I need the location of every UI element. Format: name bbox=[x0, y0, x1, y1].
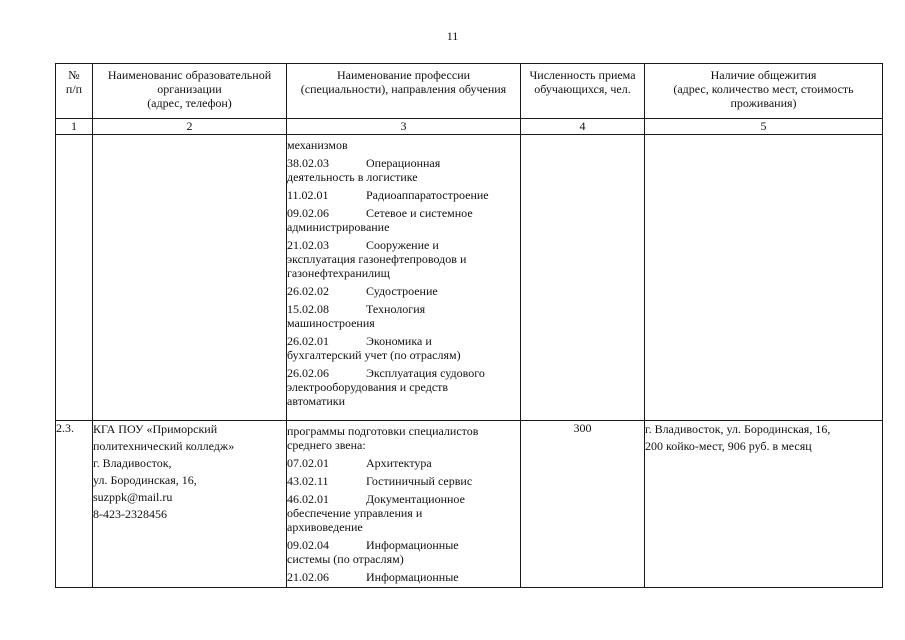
specialty-line bbox=[287, 366, 520, 380]
specialty-name: Гостиничный сервис bbox=[366, 474, 473, 488]
column-number: 5 bbox=[645, 119, 883, 135]
specialty-entry bbox=[287, 456, 520, 470]
specialty-entry bbox=[287, 206, 520, 234]
specialty-line bbox=[287, 474, 520, 488]
row-number: 2.3. bbox=[56, 421, 93, 588]
header-text-line: организации bbox=[157, 82, 222, 96]
program-intro-line: программы подготовки специалистов bbox=[287, 424, 479, 438]
header-number bbox=[56, 64, 93, 119]
specialty-name-continued: электрооборудования и средств bbox=[287, 380, 449, 394]
specialty-entry bbox=[287, 570, 520, 584]
admissions-table bbox=[55, 63, 883, 588]
specialty-line bbox=[287, 188, 520, 202]
specialty-code: 21.02.06 bbox=[287, 570, 329, 584]
specialty-code: 26.02.06 bbox=[287, 366, 329, 380]
header-text-line: Численность приема bbox=[529, 68, 636, 82]
header-text-line: (специальности), направления обучения bbox=[300, 82, 507, 96]
specialty-code: 43.02.11 bbox=[287, 474, 329, 488]
specialty-name-continued: деятельность в логистике bbox=[287, 170, 418, 184]
specialty-name-continued: системы (по отраслям) bbox=[287, 552, 404, 566]
specialty-entry bbox=[287, 302, 520, 330]
specialty-code: 46.02.01 bbox=[287, 492, 329, 506]
empty-cell bbox=[645, 135, 883, 421]
specialty-name-continued: архивоведение bbox=[287, 520, 363, 534]
specialty-entry bbox=[287, 284, 520, 298]
column-number-row bbox=[56, 119, 883, 135]
dormitory-line: г. Владивосток, ул. Бородинская, 16, bbox=[645, 422, 831, 436]
specialty-code: 11.02.01 bbox=[287, 188, 329, 202]
program-intro-line: среднего звена: bbox=[287, 438, 366, 452]
specialty-line bbox=[287, 206, 520, 220]
specialty-code: 21.02.03 bbox=[287, 238, 329, 252]
specialty-line bbox=[287, 538, 520, 552]
dormitory-cell bbox=[645, 421, 883, 588]
header-dormitory bbox=[645, 64, 883, 119]
specialty-line bbox=[287, 570, 520, 584]
specialty-entry bbox=[287, 474, 520, 488]
organization-cell bbox=[93, 421, 287, 588]
specialty-entry bbox=[287, 156, 520, 184]
column-number: 4 bbox=[521, 119, 645, 135]
specialty-name-continued: газонефтехранилищ bbox=[287, 266, 390, 280]
organization-line: г. Владивосток, bbox=[93, 456, 172, 470]
specialty-name-continued: автоматики bbox=[287, 394, 345, 408]
specialty-name: Архитектура bbox=[366, 456, 432, 470]
specialty-name-continued: обеспечение управления и bbox=[287, 506, 423, 520]
organization-line: КГА ПОУ «Приморский bbox=[93, 422, 218, 436]
table-row bbox=[56, 421, 883, 588]
specialty-name: Сетевое и системное bbox=[366, 206, 473, 220]
specialty-name-continued: машиностроения bbox=[287, 316, 375, 330]
specialty-line bbox=[287, 284, 520, 298]
specialty-name: Информационные bbox=[366, 538, 459, 552]
header-text-line: проживания) bbox=[730, 96, 797, 110]
organization-email: suzppk@mail.ru bbox=[93, 490, 173, 504]
specialty-code: 38.02.03 bbox=[287, 156, 329, 170]
header-text-line: обучающихся, чел. bbox=[534, 82, 631, 96]
header-specialty bbox=[287, 64, 521, 119]
specialty-name: Экономика и bbox=[366, 334, 432, 348]
admission-count: 300 bbox=[521, 421, 645, 588]
specialty-entry bbox=[287, 492, 520, 534]
specialty-name: Судостроение bbox=[366, 284, 438, 298]
specialty-line bbox=[287, 238, 520, 252]
column-number: 3 bbox=[287, 119, 521, 135]
specialty-code: 07.02.01 bbox=[287, 456, 329, 470]
dormitory-line: 200 койко-мест, 906 руб. в месяц bbox=[645, 439, 812, 453]
specialty-entries bbox=[287, 156, 520, 408]
specialty-entries bbox=[287, 456, 520, 584]
specialty-code: 26.02.01 bbox=[287, 334, 329, 348]
specialty-list-continued bbox=[287, 135, 521, 421]
header-admission-count bbox=[521, 64, 645, 119]
specialty-name: Сооружение и bbox=[366, 238, 439, 252]
organization-line: ул. Бородинская, 16, bbox=[93, 473, 197, 487]
specialty-name-continued: эксплуатация газонефтепроводов и bbox=[287, 252, 467, 266]
header-text-line: Наименованис образовательной bbox=[107, 68, 272, 82]
empty-cell bbox=[521, 135, 645, 421]
organization-line: политехнический колледж» bbox=[93, 439, 235, 453]
header-text-line: (адрес, телефон) bbox=[147, 96, 232, 110]
specialty-line bbox=[287, 302, 520, 316]
specialty-line bbox=[287, 456, 520, 470]
header-text-line: № bbox=[68, 68, 80, 82]
header-organization bbox=[93, 64, 287, 119]
specialty-line bbox=[287, 492, 520, 506]
specialty-name-continued: бухгалтерский учет (по отраслям) bbox=[287, 348, 461, 362]
header-text-line: (адрес, количество мест, стоимость bbox=[673, 82, 854, 96]
column-number: 2 bbox=[93, 119, 287, 135]
specialty-name: Информационные bbox=[366, 570, 459, 584]
header-text-line: п/п bbox=[65, 82, 83, 96]
specialty-line bbox=[287, 334, 520, 348]
specialty-entry bbox=[287, 366, 520, 408]
specialty-code: 26.02.02 bbox=[287, 284, 329, 298]
specialty-code: 15.02.08 bbox=[287, 302, 329, 316]
specialty-name: Операционная bbox=[366, 156, 441, 170]
table-row-continuation bbox=[56, 135, 883, 421]
specialty-list bbox=[287, 421, 521, 588]
specialty-entry bbox=[287, 538, 520, 566]
specialty-name: Технология bbox=[366, 302, 426, 316]
specialty-name: Документационное bbox=[366, 492, 465, 506]
organization-phone: 8-423-2328456 bbox=[93, 507, 167, 521]
column-number: 1 bbox=[56, 119, 93, 135]
specialty-name: Радиоаппаратостроение bbox=[366, 188, 489, 202]
table-header-row bbox=[56, 64, 883, 119]
specialty-line bbox=[287, 156, 520, 170]
header-text-line: Наличие общежития bbox=[710, 68, 817, 82]
page-number: 11 bbox=[446, 29, 459, 43]
specialty-code: 09.02.04 bbox=[287, 538, 329, 552]
specialty-entry bbox=[287, 334, 520, 362]
specialty-code: 09.02.06 bbox=[287, 206, 329, 220]
specialty-entry bbox=[287, 238, 520, 280]
specialty-name-continued: администрирование bbox=[287, 220, 390, 234]
specialty-name: Эксплуатация судового bbox=[366, 366, 485, 380]
empty-cell bbox=[93, 135, 287, 421]
specialty-entry bbox=[287, 188, 520, 202]
header-text-line: Наименование профессии bbox=[336, 68, 471, 82]
empty-cell bbox=[56, 135, 93, 421]
specialty-continued-line: механизмов bbox=[287, 138, 348, 152]
